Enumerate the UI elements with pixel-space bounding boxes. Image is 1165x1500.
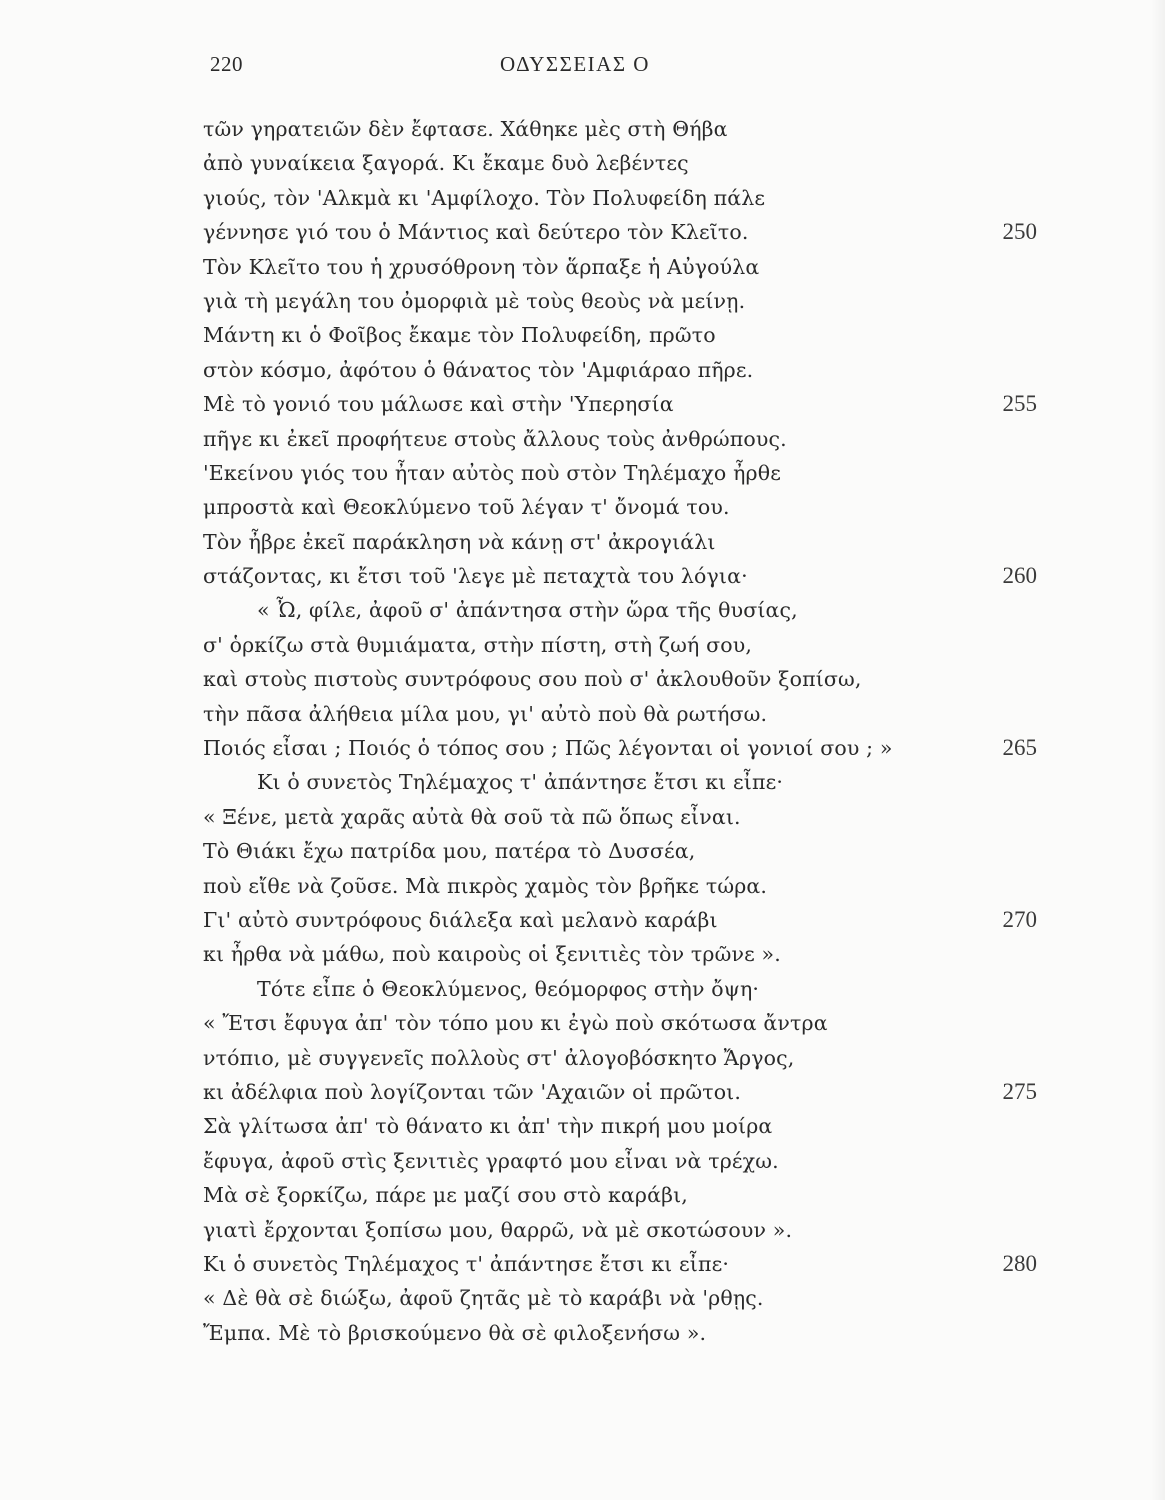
line-number: 280: [1002, 1250, 1037, 1276]
verse-block: [0, 112, 1165, 1350]
verse-text: ποὺ εἴθε νὰ ζοῦσε. Μὰ πικρὸς χαμὸς τὸν βρῆκε τώρα.: [203, 873, 768, 898]
verse-line: [0, 765, 1165, 799]
verse-line: [0, 731, 1165, 765]
verse-line: [0, 1213, 1165, 1247]
verse-text: στὸν κόσμο, ἀφότου ὁ θάνατος τὸν 'Αμφιάραο πῆρε.: [203, 357, 754, 382]
verse-text: μπροστὰ καὶ Θεοκλύμενο τοῦ λέγαν τ' ὄνομά του.: [203, 495, 730, 520]
verse-text: τὴν πᾶσα ἀλήθεια μίλα μου, γι' αὐτὸ ποὺ θὰ ρωτήσω.: [203, 701, 768, 726]
verse-text: Κι ὁ συνετὸς Τηλέμαχος τ' ἀπάντησε ἔτσι κι εἶπε·: [257, 770, 784, 795]
verse-line: [0, 490, 1165, 524]
verse-text: « Δὲ θὰ σὲ διώξω, ἀφοῦ ζητᾶς μὲ τὸ καράβι νὰ 'ρθῃς.: [203, 1286, 764, 1311]
verse-line: [0, 593, 1165, 627]
running-title: ΟΔΥΣΣΕΙΑΣ Ο: [500, 52, 650, 76]
verse-text: Τὸν Κλεῖτο του ἡ χρυσόθρονη τὸν ἅρπαξε ἡ Αὐγούλα: [203, 254, 760, 279]
verse-text: Τὸ Θιάκι ἔχω πατρίδα μου, πατέρα τὸ Δυσσέα,: [203, 839, 696, 864]
verse-text: Ἔμπα. Μὲ τὸ βρισκούμενο θὰ σὲ φιλοξενήσω ».: [203, 1320, 707, 1345]
verse-line: [0, 903, 1165, 937]
verse-line: [0, 834, 1165, 868]
verse-text: γέννησε γιό του ὁ Μάντιος καὶ δεύτερο τὸν Κλεῖτο.: [203, 220, 749, 245]
verse-text: Μάντη κι ὁ Φοῖβος ἔκαμε τὸν Πολυφείδη, πρῶτο: [203, 323, 716, 348]
verse-line: [0, 1178, 1165, 1212]
verse-line: [0, 662, 1165, 696]
verse-line: [0, 1109, 1165, 1143]
line-number: 255: [1002, 391, 1037, 417]
verse-text: ἀπὸ γυναίκεια ξαγορά. Κι ἔκαμε δυὸ λεβέντες: [203, 151, 689, 176]
verse-text: « Ὦ, φίλε, ἀφοῦ σ' ἀπάντησα στὴν ὥρα τῆς θυσίας,: [257, 598, 798, 623]
verse-text: « Ἔτσι ἔφυγα ἀπ' τὸν τόπο μου κι ἐγὼ ποὺ σκότωσα ἄντρα: [203, 1011, 828, 1036]
verse-line: [0, 387, 1165, 421]
verse-text: Ποιός εἶσαι ; Ποιός ὁ τόπος σου ; Πῶς λέγονται οἱ γονιοί σου ; »: [203, 736, 893, 761]
verse-text: ντόπιο, μὲ συγγενεῖς πολλοὺς στ' ἀλογοβόσκητο Ἄργος,: [203, 1045, 795, 1070]
verse-text: Γι' αὐτὸ συντρόφους διάλεξα καὶ μελανὸ καράβι: [203, 907, 718, 932]
line-number: 260: [1002, 563, 1037, 589]
verse-line: [0, 284, 1165, 318]
verse-line: [0, 250, 1165, 284]
verse-text: γιατὶ ἔρχονται ξοπίσω μου, θαρρῶ, νὰ μὲ σκοτώσουν ».: [203, 1217, 793, 1242]
verse-line: [0, 318, 1165, 352]
page-edge-shadow: [1151, 0, 1165, 1500]
line-number: 265: [1002, 735, 1037, 761]
verse-text: γιούς, τὸν 'Αλκμὰ κι 'Αμφίλοχο. Τὸν Πολυφείδη πάλε: [203, 185, 766, 210]
verse-line: [0, 181, 1165, 215]
verse-text: Μὰ σὲ ξορκίζω, πάρε με μαζί σου στὸ καράβι,: [203, 1183, 688, 1208]
verse-text: Τὸν ἦβρε ἐκεῖ παράκληση νὰ κάνῃ στ' ἀκρογιάλι: [203, 529, 716, 554]
verse-text: κι ἦρθα νὰ μάθω, ποὺ καιροὺς οἱ ξενιτιὲς τὸν τρῶνε ».: [203, 942, 781, 967]
verse-line: [0, 1247, 1165, 1281]
verse-line: [0, 146, 1165, 180]
verse-text: Τότε εἶπε ὁ Θεοκλύμενος, θεόμορφος στὴν ὄψη·: [257, 976, 760, 1001]
verse-line: [0, 1281, 1165, 1315]
verse-text: Σὰ γλίτωσα ἀπ' τὸ θάνατο κι ἀπ' τὴν πικρή μου μοίρα: [203, 1114, 773, 1139]
verse-line: [0, 972, 1165, 1006]
verse-line: [0, 937, 1165, 971]
verse-line: [0, 697, 1165, 731]
verse-text: στάζοντας, κι ἔτσι τοῦ 'λεγε μὲ πεταχτὰ του λόγια·: [203, 564, 748, 589]
line-number: 250: [1002, 219, 1037, 245]
verse-text: πῆγε κι ἐκεῖ προφήτευε στοὺς ἄλλους τοὺς ἀνθρώπους.: [203, 426, 787, 451]
verse-text: ἔφυγα, ἀφοῦ στὶς ξενιτιὲς γραφτό μου εἶναι νὰ τρέχω.: [203, 1148, 779, 1173]
verse-text: « Ξένε, μετὰ χαρᾶς αὐτὰ θὰ σοῦ τὰ πῶ ὅπως εἶναι.: [203, 804, 741, 829]
verse-line: [0, 800, 1165, 834]
page-number: 220: [210, 52, 243, 76]
verse-line: [0, 1316, 1165, 1350]
verse-line: [0, 869, 1165, 903]
line-number: 270: [1002, 906, 1037, 932]
verse-line: [0, 559, 1165, 593]
verse-line: [0, 353, 1165, 387]
line-number: 275: [1002, 1078, 1037, 1104]
verse-text: γιὰ τὴ μεγάλη του ὀμορφιὰ μὲ τοὺς θεοὺς νὰ μείνῃ.: [203, 288, 746, 313]
verse-text: κι ἀδέλφια ποὺ λογίζονται τῶν 'Αχαιῶν οἱ πρῶτοι.: [203, 1079, 742, 1104]
verse-line: [0, 1144, 1165, 1178]
page-header: [210, 52, 940, 82]
verse-line: [0, 628, 1165, 662]
verse-line: [0, 525, 1165, 559]
verse-line: [0, 456, 1165, 490]
verse-line: [0, 1006, 1165, 1040]
verse-text: καὶ στοὺς πιστοὺς συντρόφους σου ποὺ σ' ἀκλουθοῦν ξοπίσω,: [203, 667, 862, 692]
verse-line: [0, 112, 1165, 146]
verse-line: [0, 215, 1165, 249]
verse-line: [0, 1075, 1165, 1109]
verse-line: [0, 1041, 1165, 1075]
verse-text: σ' ὁρκίζω στὰ θυμιάματα, στὴν πίστη, στὴ ζωή σου,: [203, 632, 752, 657]
verse-line: [0, 422, 1165, 456]
verse-text: τῶν γηρατειῶν δὲν ἔφτασε. Χάθηκε μὲς στὴ Θήβα: [203, 117, 728, 141]
verse-text: 'Εκείνου γιός του ἦταν αὐτὸς ποὺ στὸν Τηλέμαχο ἦρθε: [203, 460, 781, 485]
verse-text: Κι ὁ συνετὸς Τηλέμαχος τ' ἀπάντησε ἔτσι κι εἶπε·: [203, 1251, 730, 1276]
verse-text: Μὲ τὸ γονιό του μάλωσε καὶ στὴν 'Υπερησία: [203, 392, 674, 417]
